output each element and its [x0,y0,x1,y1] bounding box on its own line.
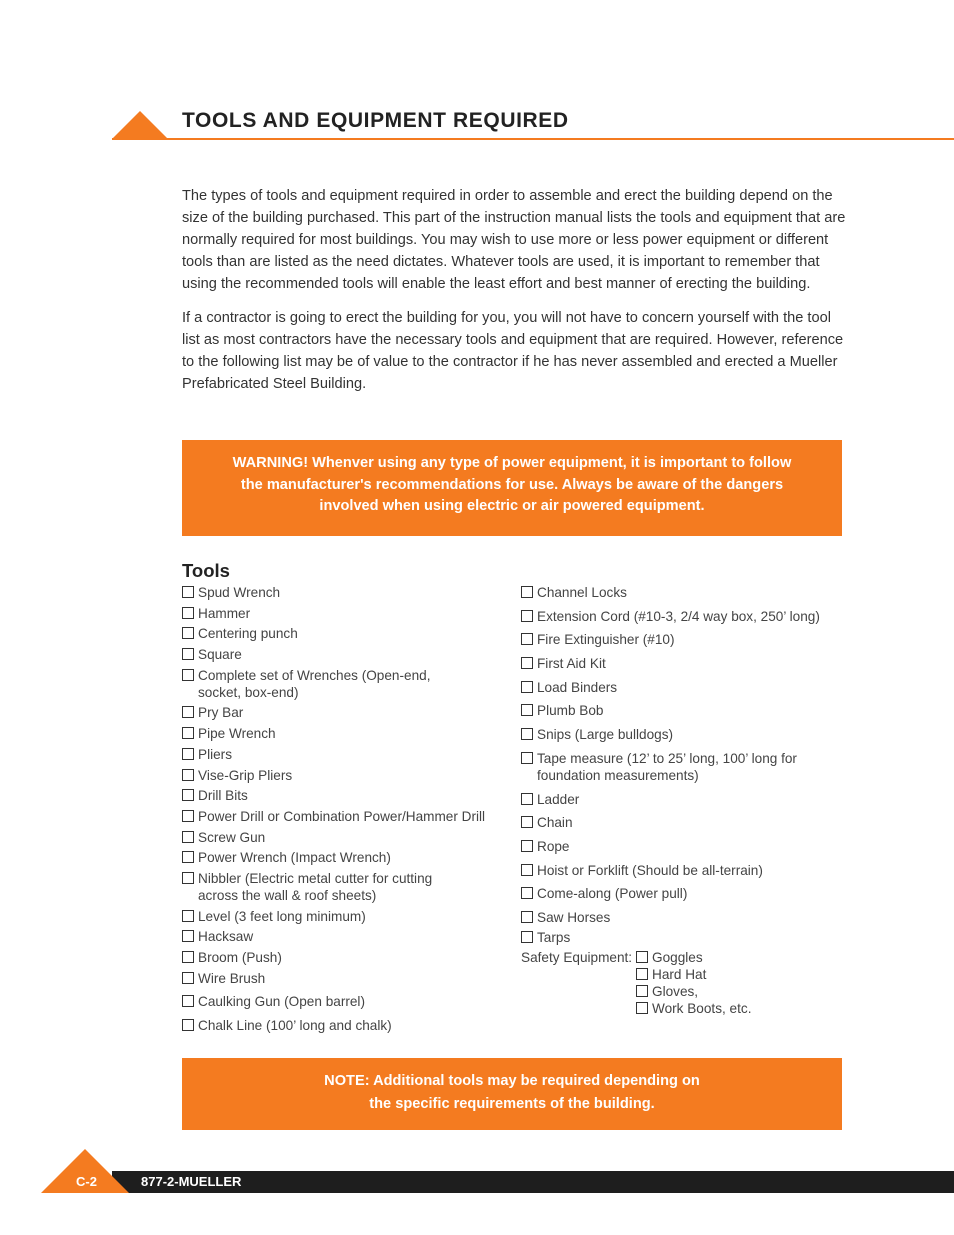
list-item-label: Tarps [537,930,571,946]
checkbox-icon[interactable] [521,931,533,943]
list-item [521,584,841,601]
list-item [521,862,841,879]
list-item [521,791,841,808]
checkbox-icon[interactable] [521,704,533,716]
list-item-label: Work Boots, etc. [652,1001,752,1016]
checkbox-icon[interactable] [521,911,533,923]
list-item-label: Snips (Large bulldogs) [537,727,674,743]
checkbox-icon[interactable] [182,607,194,619]
checkbox-icon[interactable] [182,1019,194,1031]
list-item-label: Saw Horses [537,909,611,925]
checkbox-icon[interactable] [182,586,194,598]
list-item-label: Nibbler (Electric metal cutter for cutting across the wall & roof sheets) [198,870,433,903]
warning-text: WARNING! Whenver using any type of power equipment, it is important to follow the manufacturer's recommendations for use. Always be aware of the dangers involved when using electric or air powered equipment. [232,455,792,514]
list-item [182,993,502,1010]
list-item [636,966,836,983]
list-item-label: Hard Hat [652,967,707,982]
list-item-label: Tape measure (12’ to 25’ long, 100’ long for foundation measurements) [537,750,797,783]
list-item [182,787,502,804]
list-item [182,908,502,925]
list-item-label: Wire Brush [198,970,266,986]
warning-callout [182,440,842,536]
checkbox-icon[interactable] [182,995,194,1007]
tools-list-right [521,584,841,950]
list-item [182,667,448,701]
page-title: TOOLS AND EQUIPMENT REQUIRED [182,109,569,132]
list-item [521,726,841,743]
list-item-label: Power Drill or Combination Power/Hammer Drill [198,808,486,824]
list-item-label: Ladder [537,791,580,807]
checkbox-icon[interactable] [182,810,194,822]
checkbox-icon[interactable] [521,752,533,764]
list-item [182,1017,502,1034]
list-item-label: Hoist or Forklift (Should be all-terrain) [537,862,763,878]
list-item-label: Caulking Gun (Open barrel) [198,994,365,1010]
list-item [521,838,841,855]
list-item [182,928,502,945]
list-item-label: Channel Locks [537,585,627,600]
list-item [521,750,827,784]
checkbox-icon[interactable] [182,627,194,639]
list-item-label: Power Wrench (Impact Wrench) [198,850,391,866]
list-item [521,679,841,696]
note-line-2: the specific requirements of the building. [369,1095,655,1112]
tools-heading: Tools [182,560,230,581]
list-item [182,704,502,721]
header-triangle-accent [112,111,168,139]
list-item [182,746,502,763]
list-item-label: Spud Wrench [198,585,281,600]
list-item [521,631,841,648]
checkbox-icon[interactable] [636,1002,648,1014]
checkbox-icon[interactable] [182,872,194,884]
list-item [521,909,841,926]
checkbox-icon[interactable] [636,951,648,963]
intro-text [182,185,847,407]
checkbox-icon[interactable] [636,985,648,997]
list-item [182,970,502,987]
checkbox-icon[interactable] [636,968,648,980]
checkbox-icon[interactable] [521,633,533,645]
checkbox-icon[interactable] [182,972,194,984]
checkbox-icon[interactable] [182,789,194,801]
note-line-1: NOTE: Additional tools may be required depending on [324,1073,700,1089]
list-item [521,702,841,719]
safety-equipment-label: Safety Equipment: [521,950,633,965]
list-item [636,983,836,1000]
list-item-label: Hammer [198,605,251,621]
list-item-label: Pry Bar [198,705,244,721]
page-number: C-2 [76,1174,97,1189]
checkbox-icon[interactable] [521,864,533,876]
list-item [182,849,502,866]
safety-equipment-list [636,949,836,1017]
checkbox-icon[interactable] [521,840,533,852]
note-callout [182,1058,842,1130]
checkbox-icon[interactable] [182,769,194,781]
list-item [182,625,502,642]
checkbox-icon[interactable] [521,793,533,805]
list-item-label: Pliers [198,746,232,762]
list-item [182,605,502,622]
list-item [182,646,502,663]
list-item-label: Come-along (Power pull) [537,886,688,902]
list-item [521,929,841,946]
checkbox-icon[interactable] [182,648,194,660]
checkbox-icon[interactable] [182,748,194,760]
list-item [521,885,841,902]
checkbox-icon[interactable] [521,887,533,899]
list-item [182,767,502,784]
checkbox-icon[interactable] [521,586,533,598]
checkbox-icon[interactable] [182,727,194,739]
list-item-label: Gloves, [652,984,699,999]
list-item [521,608,841,625]
list-item-label: Centering punch [198,626,298,642]
checkbox-icon[interactable] [182,951,194,963]
checkbox-icon[interactable] [182,851,194,863]
checkbox-icon[interactable] [521,610,533,622]
list-item-label: Complete set of Wrenches (Open-end, socket, box-end) [198,667,431,700]
list-item-label: Drill Bits [198,788,248,804]
list-item-label: Goggles [652,950,703,965]
intro-paragraph-1: The types of tools and equipment required in order to assemble and erect the building depend on the size of the building purchased. This part of the instruction manual lists the tools and equipment that are normally required for most buildings. You may wish to use more or less power equipment or different tools than are listed as the need dictates. Whatever tools are used, it is important to remember that using the recommended tools will enable the least effort and best manner of erecting the building. [182,188,846,292]
list-item [636,1000,836,1017]
list-item [182,829,502,846]
checkbox-icon[interactable] [521,728,533,740]
checkbox-icon[interactable] [182,930,194,942]
list-item-label: Square [198,647,242,663]
list-item-label: Fire Extinguisher (#10) [537,632,675,648]
checkbox-icon[interactable] [182,910,194,922]
list-item-label: Pipe Wrench [198,726,276,742]
list-item [182,584,502,601]
list-item-label: Extension Cord (#10-3, 2/4 way box, 250’ long) [537,608,820,624]
header-rule [112,138,954,140]
list-item-label: Screw Gun [198,829,266,845]
intro-paragraph-2: If a contractor is going to erect the building for you, you will not have to concern yourself with the tool list as most contractors have the necessary tools and equipment that are required. However, reference to the following list may be of value to the contractor if he has never assembled and erected a Mueller Prefabricated Steel Building. [182,310,844,392]
list-item-label: Hacksaw [198,929,254,945]
list-item-label: Plumb Bob [537,703,604,719]
list-item-label: Chalk Line (100’ long and chalk) [198,1018,392,1034]
list-item-label: Rope [537,838,570,854]
checkbox-icon[interactable] [521,657,533,669]
list-item [636,949,836,966]
checkbox-icon[interactable] [182,669,194,681]
checkbox-icon[interactable] [182,831,194,843]
checkbox-icon[interactable] [521,816,533,828]
checkbox-icon[interactable] [521,681,533,693]
list-item [182,725,502,742]
tools-list-left [182,584,502,1038]
checkbox-icon[interactable] [182,706,194,718]
list-item [521,655,841,672]
list-item-label: Load Binders [537,679,618,695]
list-item-label: Vise-Grip Pliers [198,767,293,783]
list-item [182,870,448,904]
list-item-label: First Aid Kit [537,656,606,672]
list-item [521,814,841,831]
list-item [182,808,502,825]
list-item-label: Broom (Push) [198,950,282,965]
footer-phone: 877-2-MUELLER [141,1174,242,1189]
list-item-label: Level (3 feet long minimum) [198,908,366,924]
list-item-label: Chain [537,815,573,831]
list-item [182,949,502,966]
